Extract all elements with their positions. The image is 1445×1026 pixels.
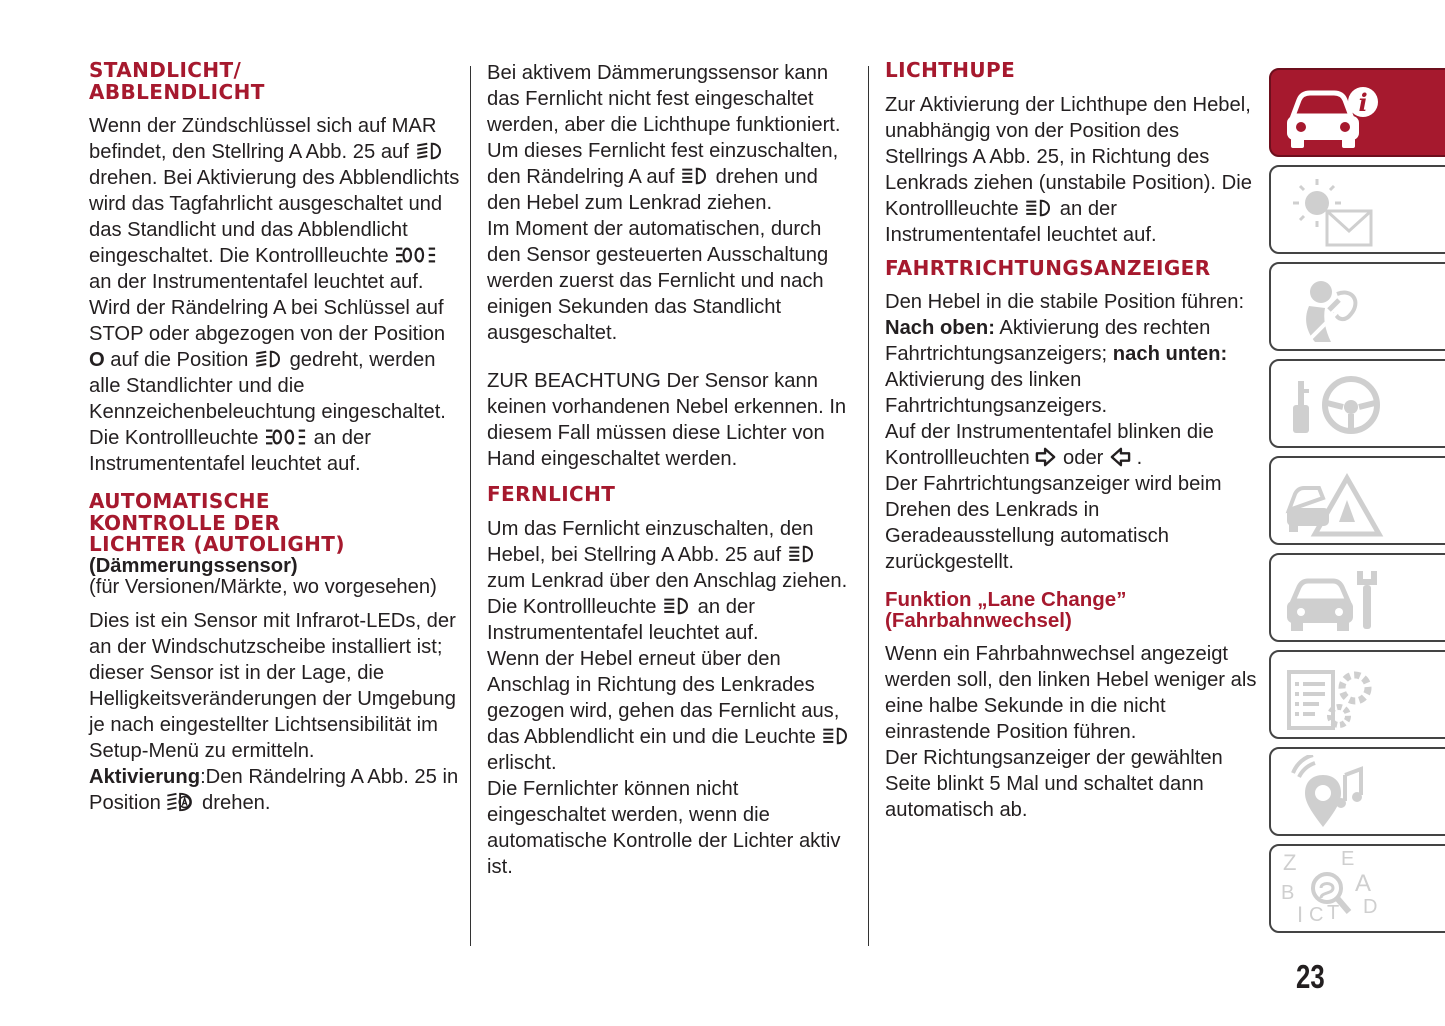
paragraph-kontrollleuchten: Auf der Instrumententafel blinken die Kontrollleuchten oder .	[885, 421, 1214, 469]
paragraph-richtung: Nach oben: Aktivierung des rechten Fahrtrichtungsanzeigers; nach unten: Aktivierung des linken Fahrtrichtungsanzeigers.	[885, 317, 1228, 417]
index-letter: D	[1363, 896, 1378, 918]
heading-standlicht: STANDLICHT/ ABBLENDLICHT	[89, 58, 265, 104]
paragraph-fernlicht-off: Wenn der Hebel erneut über den Anschlag in Richtung des Lenkrades gezogen wird, gehen das Fernlicht aus, das Abblendlicht ein und die Leuchte erlischt.	[487, 646, 855, 776]
paragraph-note: ZUR BEACHTUNG Der Sensor kann keinen vorhandenen Nebel erkennen. In diesem Fall müssen diese Lichter von Hand eingeschaltet werden.	[487, 370, 847, 470]
index-letter: I	[1297, 902, 1304, 927]
column-2	[487, 60, 855, 880]
side-lights-icon	[394, 245, 438, 265]
autolight-subtitle: (Dämmerungssensor)	[89, 554, 298, 577]
main-beam-icon	[680, 166, 710, 186]
column-1	[89, 60, 461, 816]
tab-multimedia[interactable]	[1269, 747, 1445, 836]
paragraph-hebel: Den Hebel in die stabile Position führen:	[885, 291, 1245, 313]
tab-warning-lights[interactable]	[1269, 165, 1445, 254]
index-letter: E	[1341, 848, 1355, 870]
auto-light-icon	[166, 792, 196, 812]
paragraph-auto-off: Im Moment der automatischen, durch den Sensor gesteuerten Ausschaltung werden zuerst das Fernlicht und nach einigen Sekunden das Standlicht ausgeschaltet.	[487, 218, 829, 344]
side-lights-icon	[264, 427, 308, 447]
paragraph-reset: Der Fahrtrichtungsanzeiger wird beim Drehen des Lenkrads in Geradeausstellung automatisch zurückgestellt.	[885, 473, 1222, 573]
heading-autolight: AUTOMATISCHE KONTROLLE DER LICHTER (AUTOLIGHT)	[89, 489, 345, 556]
paragraph-fernlicht-auto: Die Fernlichter können nicht eingeschaltet werden, wenn die automatische Kontrolle der Lichter aktiv ist.	[487, 777, 841, 878]
paragraph-fernlicht: Um das Fernlicht einzuschalten, den Hebel, bei Stellring A Abb. 25 auf zum Lenkrad über den Anschlag ziehen. Die Kontrollleuchte an der Instrumententafel leuchtet auf.	[487, 517, 848, 644]
index-letter: T	[1327, 902, 1340, 924]
tab-car-info[interactable]	[1269, 68, 1445, 157]
index-letter: C	[1309, 904, 1324, 926]
dipped-beam-icon	[254, 349, 284, 369]
seat-airbag-icon	[1279, 270, 1389, 350]
car-accident-warning-icon	[1279, 464, 1389, 544]
car-info-icon	[1279, 76, 1389, 156]
heading-fernlicht: FERNLICHT	[487, 482, 616, 506]
key-steering-wheel-icon	[1279, 367, 1389, 447]
main-beam-icon	[662, 596, 692, 616]
svg-text:i: i	[1358, 88, 1368, 117]
tab-starting-driving[interactable]	[1269, 359, 1445, 448]
paragraph-sensor: Dies ist ein Sensor mit Infrarot-LEDs, der an der Windschutzscheibe installiert ist; dieser Sensor ist in der Lage, die Helligkeitsveränderungen der Umgebung je nach eingestellter Lichtsensibilität im Setup-Menü zu ermitteln.	[89, 609, 456, 762]
paragraph-lichthupe: Zur Aktivierung der Lichthupe den Hebel, unabhängig von der Position des Stellrings A Abb. 25, in Richtung des Lenkrads ziehen (unstabile Position). Die Kontrollleuchte an der Instrumententafel leuchtet auf.	[885, 93, 1252, 246]
tab-safety[interactable]	[1269, 262, 1445, 351]
car-wrench-icon	[1279, 561, 1389, 641]
page-number: 23	[1296, 958, 1325, 995]
tab-index[interactable]	[1269, 844, 1445, 933]
paragraph-stop: Wird der Rändelring A bei Schlüssel auf STOP oder abgezogen von der Position O auf die Position gedreht, werden alle Standlichter und die Kennzeichenbeleuchtung eingeschaltet. Die Kontrollleuchte an der Instrumententafel leuchtet auf.	[89, 297, 446, 475]
heading-fahrtrichtungsanzeiger: FAHRTRICHTUNGSANZEIGER	[885, 255, 1211, 280]
dipped-beam-icon	[415, 141, 445, 161]
index-letter: Z	[1283, 850, 1297, 875]
turn-right-arrow-icon	[1035, 447, 1057, 467]
main-beam-icon	[1024, 198, 1054, 218]
paragraph-blink: Der Richtungsanzeiger der gewählten Seite blinkt 5 Mal und schaltet dann automatisch ab.	[885, 747, 1223, 821]
tab-emergency[interactable]	[1269, 456, 1445, 545]
autolight-note: (für Versionen/Märkte, wo vorgesehen)	[89, 575, 437, 598]
index-letter: A	[1355, 870, 1372, 897]
column-divider	[470, 66, 471, 946]
technical-data-gear-icon	[1279, 658, 1389, 738]
heading-lichthupe: LICHTHUPE	[885, 58, 1016, 82]
main-beam-icon	[787, 544, 817, 564]
tab-technical-data[interactable]	[1269, 650, 1445, 739]
main-beam-icon	[821, 726, 851, 746]
multimedia-icon	[1279, 755, 1389, 835]
warning-light-envelope-icon	[1279, 173, 1389, 253]
index-letter: B	[1281, 882, 1295, 904]
turn-left-arrow-icon	[1109, 447, 1131, 467]
column-divider	[868, 66, 869, 946]
paragraph-standlicht: Wenn der Zündschlüssel sich auf MAR befindet, den Stellring A Abb. 25 auf drehen. Bei Aktivierung des Abblendlichts wird das Tagfahrlicht ausgeschaltet und das Standlicht und das Abblendlicht eingeschaltet. Die Kontrollleuchte an der Instrumententafel leuchtet auf.	[89, 115, 460, 293]
paragraph-sensor-active: Bei aktivem Dämmerungssensor kann das Fernlicht nicht fest eingeschaltet werden, aber die Lichthupe funktioniert. Um dieses Fernlicht fest einzuschalten, den Rändelring A auf drehen und den Hebel zum Lenkrad ziehen.	[487, 62, 841, 214]
heading-lane-change: Funktion „Lane Change” (Fahrbahnwechsel)	[885, 588, 1127, 632]
paragraph-lane-change: Wenn ein Fahrbahnwechsel angezeigt werden soll, den linken Hebel weniger als eine halbe Sekunde in die nicht einrastende Position führen.	[885, 643, 1257, 743]
column-3	[885, 60, 1263, 823]
paragraph-aktivierung: Aktivierung:Den Rändelring A Abb. 25 in Position drehen.	[89, 765, 459, 814]
tab-maintenance[interactable]	[1269, 553, 1445, 642]
